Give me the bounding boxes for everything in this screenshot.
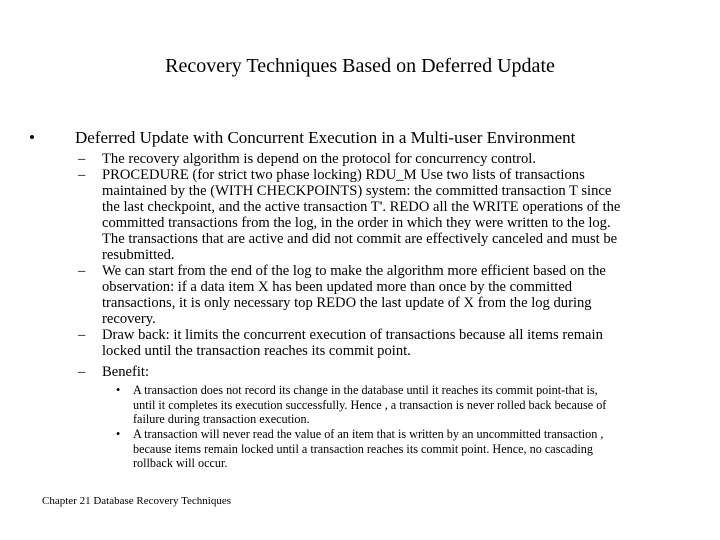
sub-item-line: resubmitted. [102, 247, 175, 263]
slide-title: Recovery Techniques Based on Deferred Update [165, 55, 555, 77]
bullet-icon: • [29, 128, 35, 147]
bullet-icon: • [116, 427, 121, 441]
dash-icon: – [78, 151, 86, 167]
sub-item-line: locked until the transaction reaches its commit point. [102, 343, 411, 359]
sub-item-line: We can start from the end of the log to make the algorithm more efficient based on the [102, 263, 606, 279]
dash-icon: – [78, 167, 86, 183]
sub-item-line: the last checkpoint, and the active transaction T'. REDO all the WRITE operations of the [102, 199, 621, 215]
sub-item-line: Draw back: it limits the concurrent execution of transactions because all items remain [102, 327, 603, 343]
benefit-item-line: A transaction does not record its change in the database until it reaches its commit point-that is, [133, 383, 598, 397]
dash-icon: – [78, 263, 86, 279]
benefit-item-line: A transaction will never read the value of an item that is written by an uncommitted transaction , [133, 427, 604, 441]
bullet-icon: • [116, 383, 121, 397]
sub-item-line: The recovery algorithm is depend on the protocol for concurrency control. [102, 151, 537, 167]
dash-icon: – [78, 327, 86, 343]
main-bullet-text: Deferred Update with Concurrent Execution in a Multi-user Environment [75, 128, 576, 147]
sub-item-line: The transactions that are active and did not commit are effectively canceled and must be [102, 231, 618, 247]
sub-item-line: committed transactions from the log, in the order in which they were written to the log. [102, 215, 611, 231]
dash-icon: – [78, 364, 86, 380]
sub-item-line: PROCEDURE (for strict two phase locking) RDU_M Use two lists of transactions [102, 167, 585, 183]
benefit-item-line: failure during transaction execution. [133, 412, 310, 426]
sub-item-line: observation: if a data item X has been updated more than once by the committed [102, 279, 573, 295]
sub-item-line: transactions, it is only necessary top REDO the last update of X from the log during [102, 295, 592, 311]
benefit-item-line: because items remain locked until a transaction reaches its commit point. Hence, no cascading [133, 441, 593, 456]
sub-item-line: maintained by the (WITH CHECKPOINTS) system: the committed transaction T since [102, 183, 612, 199]
sub-item-line: recovery. [102, 311, 156, 327]
benefit-item-line: until it completes its execution successfully. Hence , a transaction is never rolled back because of [133, 397, 607, 412]
sub-item-line: Benefit: [102, 364, 150, 380]
slide-footer: Chapter 21 Database Recovery Techniques [42, 495, 232, 507]
benefit-item-line: rollback will occur. [133, 456, 228, 470]
